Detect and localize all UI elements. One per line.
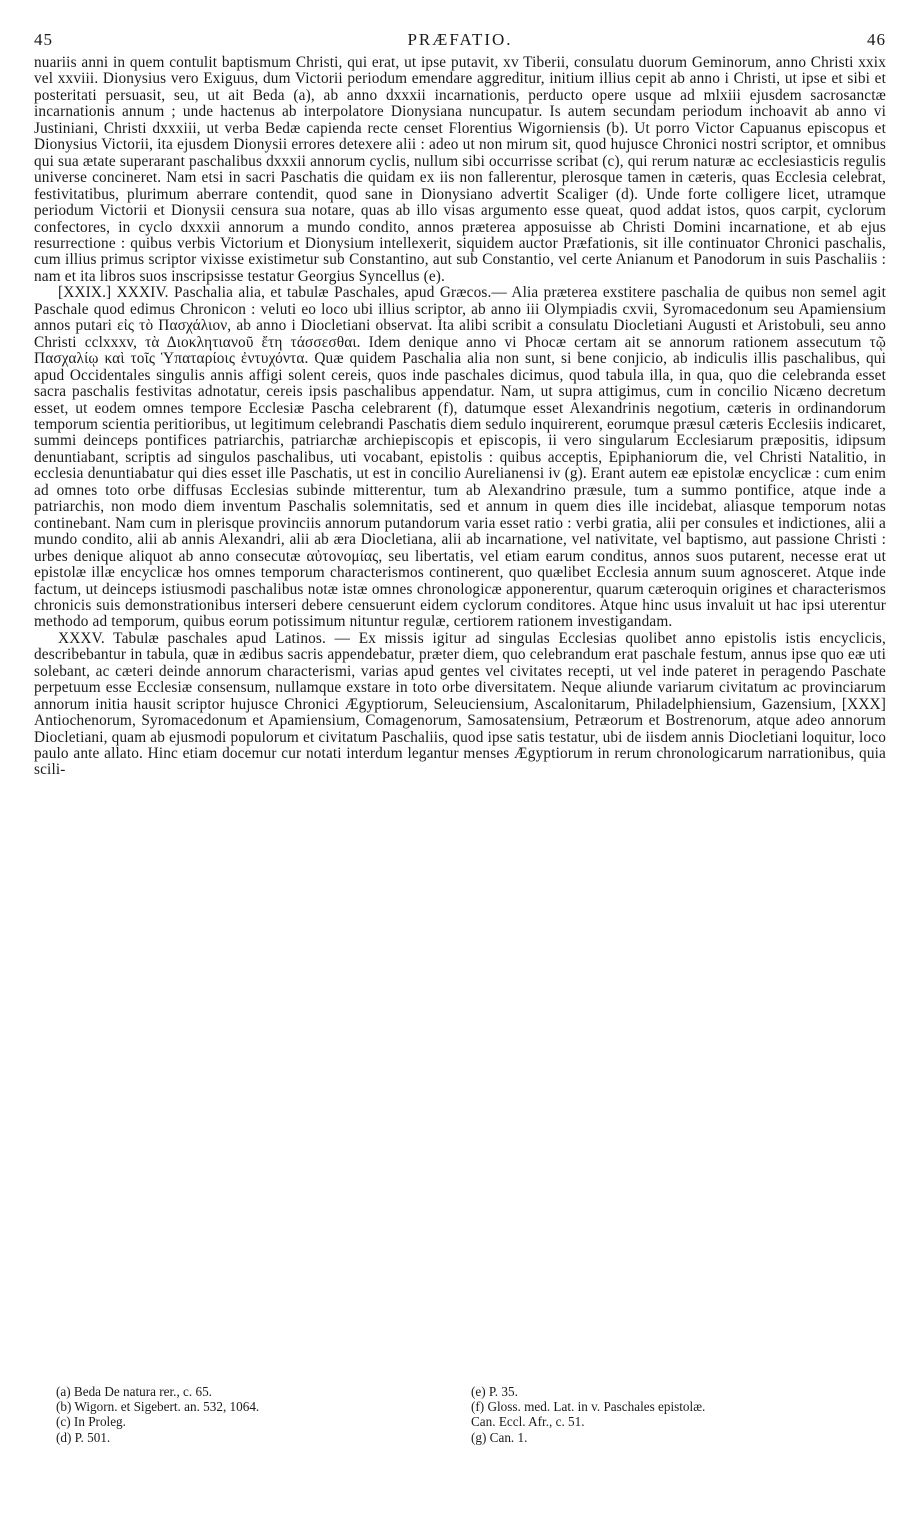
footnotes-right-column	[441, 1384, 856, 1445]
body-text	[34, 55, 886, 779]
paragraph-continuation: nuariis anni in quem contulit baptismum Christi, qui erat, ut ipse putavit, xv Tiberii, consulatu duorum Geminorum, anno Christi xxix vel xxviii. Dionysius vero Exiguus, dum Victorii periodum emendare aggreditur, initium illius cepit ab anno i Christi, ut ipse et sibi et posteritati persuasit, seu, ut ait Beda (a), ab anno dxxxii incarnationis, perducto opere usque ad mlxiii ejusdem sacrosanctæ incarnationis annum ; unde hactenus ab interpolatore Dionysiana nuncupatur. Is autem secundam periodum inchoavit ab anno vi Justiniani, Christi dxxxiii, ut verba Bedæ capienda recte censet Florentius Wigorniensis (b). Ut porro Victor Capuanus episcopus et Dionysius Victorii, ita ejusdem Dionysii errores detexere alii : adeo ut non mirum sit, quod hujusce Chronici nostri scriptor, et omnibus qui sua ætate superarant paschalibus dxxxii annorum cyclis, nullum sibi occurrisse scribat (c), qui rerum naturæ ac ecclesiasticis regulis universe concineret. Nam etsi in sacri Paschatis die quidam ex iis non fallerentur, plerosque tamen in cæteris, quas Ecclesia celebrat, festivitatibus, plurimum aberrare contendit, quod sane in Dionysiano advertit Scaliger (d). Unde forte colligere licet, utramque periodum Victorii et Dionysii censura sua notare, quas ab illo visas argumento esse queat, quod addat istos, quos carpit, cyclorum confectores, in cyclo dxxxii annorum a mundo condito, annos præterea apposuisse ab Christi Domini incarnatione, et ab ejus resurrectione : quibus verbis Victorium et Dionysium intellexerit, siquidem auctor Præfationis, sit ille continuator Chronici paschalis, cum illius primus scriptor vixisse existimetur sub Constantino, aut sub Constantio, vel certe Anianum et Panodorum in suis Paschaliis : nam et ita libros suos inscripsisse testatur Georgius Syncellus (e).	[34, 54, 886, 285]
paragraph-section-xxxv: XXXV. Tabulæ paschales apud Latinos. — Ex missis igitur ad singulas Ecclesias quolibet anno epistolis istis encyclicis, describebantur in tabula, quæ in ædibus sacris appendebatur, præter diem, quo celebrandum erat paschale festum, annus ipse quo eæ uti solebant, ac cæteri deinde annorum characterismi, varias apud gentes vel civitates recepti, ut vel inde pateret in peragendo Paschate perpetuum esse Ecclesiæ consensum, nullamque exstare in toto orbe diversitatem. Neque aliunde variarum civitatum ac provinciarum annorum initia hausit scriptor hujusce Chronici Ægyptiorum, Seleuciensium, Ascalonitarum, Philadelphiensium, Gazensium, [XXX] Antiochenorum, Syromacedonum et Apamiensium, Comagenorum, Samosatensium, Petræorum et Bostrenorum, atque adeo annorum Diocletiani, quam ab ejusmodi populorum et civitatum Paschaliis, quod ipse satis testatur, ubi de iisdem annis Diocletiani loquitur, loco paulo ante allato. Hinc etiam docemur cur notati interdum legantur menses Ægyptiorum in rerum chronologicarum narrationibus, quia scili-	[34, 629, 886, 779]
footnote: (d) P. 501.	[56, 1429, 111, 1445]
footnote: (f) Gloss. med. Lat. in v. Paschales epistolæ.	[471, 1399, 706, 1415]
document-page	[34, 30, 886, 779]
right-page-number: 46	[866, 30, 886, 49]
paragraph-section-xxxiv: [XXIX.] XXXIV. Paschalia alia, et tabulæ Paschales, apud Græcos.— Alia præterea exstitere paschalia de quibus non semel agit Paschale quod edimus Chronicon : veluti eo loco ubi illius scriptor, ab anno iii Olympiadis cxvii, Syromacedonum seu Apamiensium annos putari εἰς τὸ Πασχάλιον, ab anno i Diocletiani observat. Ita alibi scribit a consulatu Diocletiani Augusti et Aristobuli, seu anno Christi cclxxxv, τὰ Διοκλητιανοῦ ἔτη τάσσεσθαι. Idem denique anno vi Phocæ certam ait se annorum rationem assecutum τῷ Πασχαλίῳ καὶ τοῖς Ὑπαταρίοις ἐντυχόντα. Quæ quidem Paschalia alia non sunt, si bene conjicio, ab indiculis illis paschalibus, qui apud Occidentales singulis annis affigi solent cereis, quos inde paschales dicimus, quod tabula illa, in qua, quo die celebranda esset sacra paschalis festivitas adnotatur, cereis ipsis paschalibus appendatur. Nam, ut supra attigimus, cum in concilio Nicæno decretum esset, ut eodem omnes tempore Ecclesiæ Pascha celebrarent (f), datumque esset Alexandrinis negotium, cæteris in ordinandorum temporum scientia peritioribus, ut legitimum celebrandi Paschatis diem sedulo inquirerent, eorumque præsul cæteris Ecclesiis indicaret, summi deinceps pontifices patriarchis, patriarchæ archiepiscopis et episcopis, ii vero singularum Ecclesiarum præpositis, idipsum denuntiabant, scriptis ad singulos paschalibus, uti vocabant, epistolis : quibus acceptis, Epiphaniorum die, vel Christi Natalitio, in ecclesia denuntiabatur qui dies esset ille Paschatis, ut est in concilio Aurelianensi iv (g). Erant autem eæ epistolæ encyclicæ : cum enim ad omnes toto orbe diffusas Ecclesias subinde mitterentur, tum ab Alexandrino præsule, tum a summo pontifice, atque inde a patriarchis, non modo diem inventum Paschalis solemnitatis, sed et annum in quem dies ille incidebat, aliasque temporum notas continebant. Nam cum in plerisque provinciis annorum putandorum varia esset ratio : verbi gratia, alii per consules et indictiones, alii a mundo condito, alii ab annis Alexandri, alii ab æra Diocletiana, alii ab incarnatione, vel nativitate, vel baptismo, aut passione Christi : urbes denique aliquot ab anno consecutæ αὐτονομίας, seu libertatis, vel etiam earum conditus, annos suos putarent, necesse erat ut epistolæ illæ encyclicæ hos omnes temporum characterismos continerent, quo quælibet Ecclesia annum suum agnosceret. Atque inde factum, ut deinceps istiusmodi paschalibus notæ istæ omnes chronologicæ apponerentur, quarum cæteroquin origines et characterismos chronicis suis demonstrationibus interseri debere censuerunt eidem cyclorum conditores. Atque hinc usus invaluit ut hac ipsi uterentur methodo ad temporum, quibus eorum potissimum nituntur regulæ, certiorem rationem investigandam.	[34, 284, 886, 631]
footnote: (c) In Proleg.	[56, 1414, 126, 1430]
footnotes-left-column	[56, 1384, 441, 1445]
footnote: (g) Can. 1.	[471, 1429, 528, 1445]
footnote: (e) P. 35.	[471, 1384, 518, 1399]
left-page-number: 45	[34, 30, 53, 49]
footnote: Can. Eccl. Afr., c. 51.	[471, 1414, 585, 1430]
footnote: (a) Beda De natura rer., c. 65.	[56, 1384, 212, 1399]
footnotes	[56, 1384, 856, 1445]
running-title: PRÆFATIO.	[407, 30, 513, 49]
footnote: (b) Wigorn. et Sigebert. an. 532, 1064.	[56, 1399, 260, 1415]
running-header	[34, 30, 886, 50]
